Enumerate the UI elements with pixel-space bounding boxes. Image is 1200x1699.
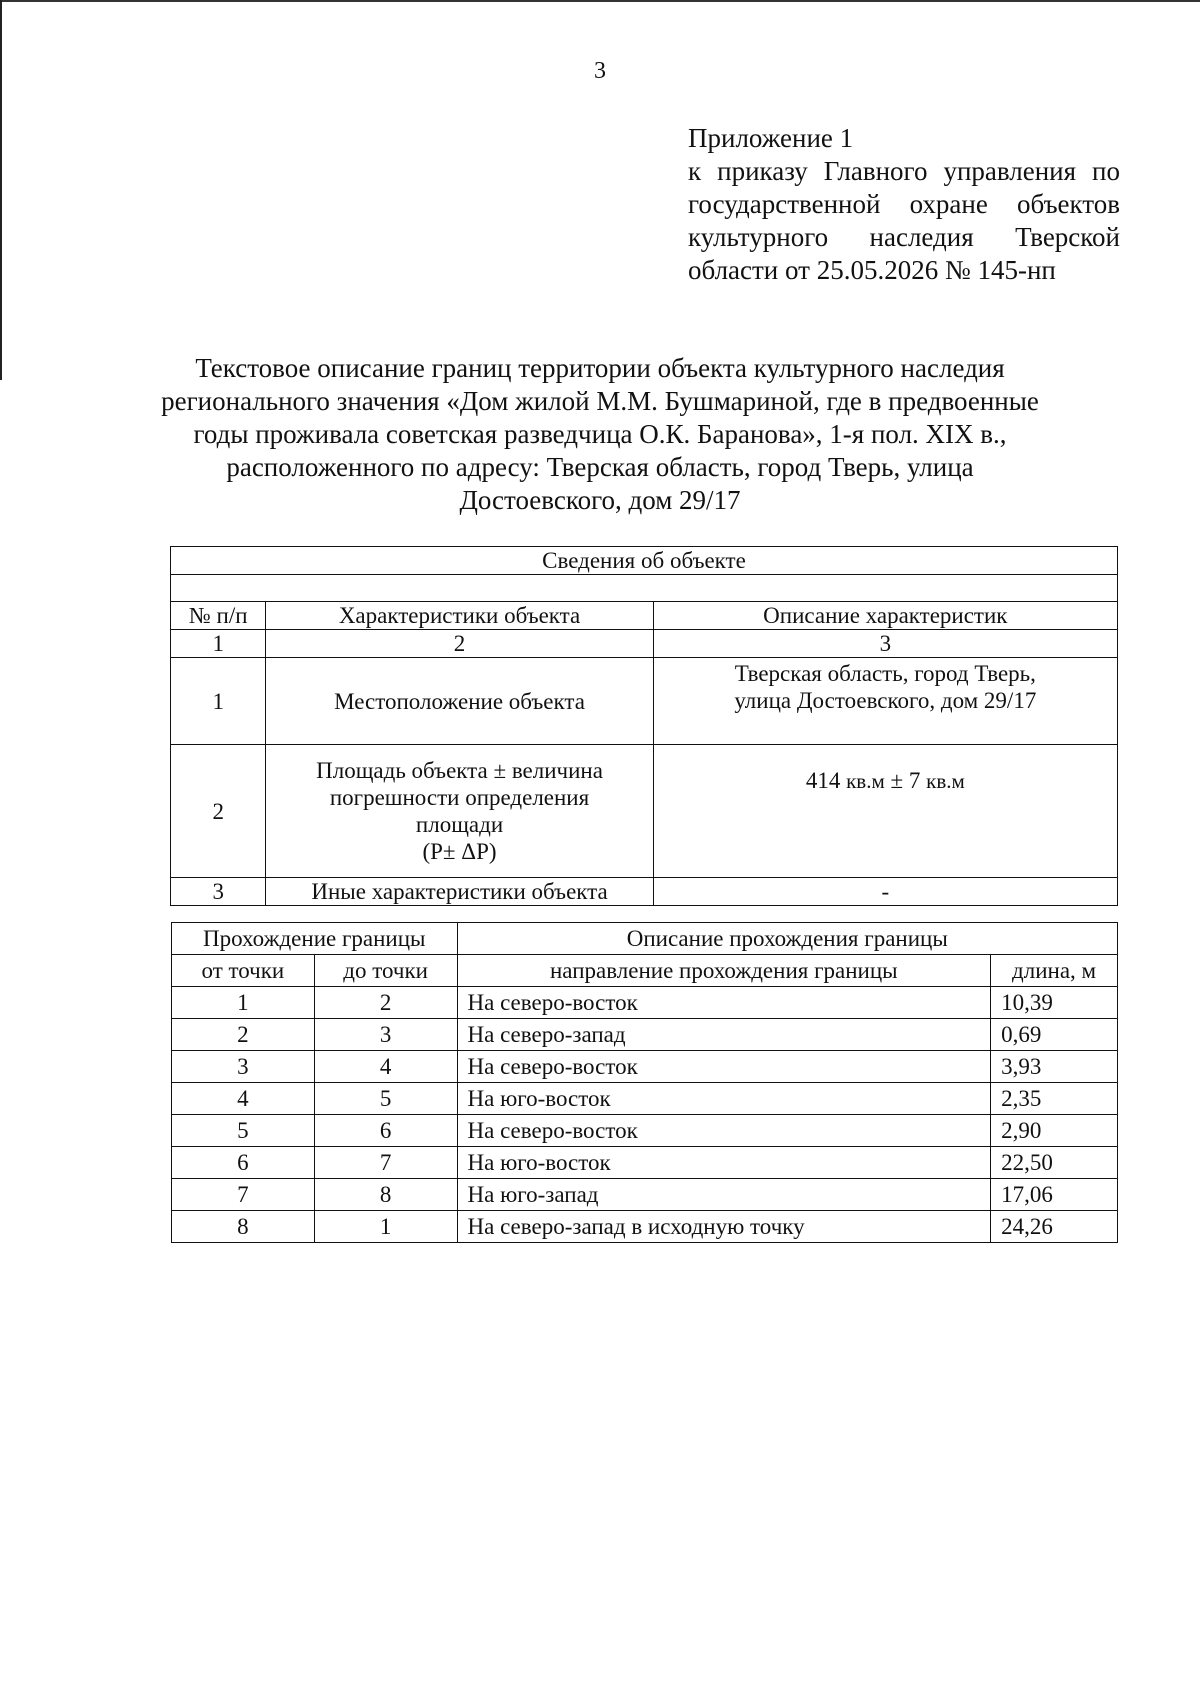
header-number: № п/п <box>171 602 266 630</box>
page-scan-edge-left <box>0 0 2 380</box>
appendix-line: к приказу Главного управления по <box>688 156 1120 186</box>
cell-line: Местоположение объекта <box>334 688 585 714</box>
title-line: годы проживала советская разведчица О.К. Баранова», 1-я пол. XIX в., <box>193 419 1007 449</box>
direction: На северо-восток <box>457 1051 991 1083</box>
table-row <box>172 1051 1118 1083</box>
table-row <box>171 878 1118 906</box>
length: 10,39 <box>991 987 1118 1019</box>
from-point: 8 <box>172 1211 315 1243</box>
direction: На юго-запад <box>457 1179 991 1211</box>
row-value <box>653 658 1117 745</box>
appendix-header <box>688 122 1120 287</box>
direction: На юго-восток <box>457 1083 991 1115</box>
to-point: 8 <box>314 1179 457 1211</box>
table-caption: Сведения об объекте <box>171 547 1118 575</box>
direction: На северо-восток <box>457 1115 991 1147</box>
table-header-row <box>172 923 1118 955</box>
direction: На юго-восток <box>457 1147 991 1179</box>
area-error-unit: кв.м <box>926 769 965 793</box>
table-row <box>171 745 1118 878</box>
header-boundary-passage: Прохождение границы <box>172 923 458 955</box>
table-caption-row <box>171 547 1118 575</box>
from-point: 2 <box>172 1019 315 1051</box>
header-length: длина, м <box>991 955 1118 987</box>
length: 0,69 <box>991 1019 1118 1051</box>
area-unit: кв.м <box>846 769 885 793</box>
cell-line: улица Достоевского, дом 29/17 <box>734 688 1037 713</box>
to-point: 7 <box>314 1147 457 1179</box>
table-header-row <box>171 602 1118 630</box>
table-row <box>172 1019 1118 1051</box>
to-point: 1 <box>314 1211 457 1243</box>
object-info-table <box>170 546 1118 906</box>
title-line: расположенного по адресу: Тверская область, город Тверь, улица <box>226 452 974 482</box>
appendix-line: государственной охране объектов <box>688 189 1120 219</box>
header-boundary-description: Описание прохождения границы <box>457 923 1118 955</box>
document-title <box>150 352 1050 517</box>
direction: На северо-запад <box>457 1019 991 1051</box>
to-point: 2 <box>314 987 457 1019</box>
page-number: 3 <box>594 58 606 84</box>
header-from-point: от точки <box>172 955 315 987</box>
table-row <box>172 1211 1118 1243</box>
title-line: регионального значения «Дом жилой М.М. Бушмариной, где в предвоенные <box>161 386 1039 416</box>
to-point: 6 <box>314 1115 457 1147</box>
cell-line: площади <box>415 812 504 837</box>
row-characteristic: Иные характеристики объекта <box>266 878 653 906</box>
length: 22,50 <box>991 1147 1118 1179</box>
appendix-line: Приложение 1 <box>688 123 854 153</box>
length: 3,93 <box>991 1051 1118 1083</box>
table-row <box>172 1083 1118 1115</box>
table-row <box>172 987 1118 1019</box>
from-point: 1 <box>172 987 315 1019</box>
table-blank-row <box>171 575 1118 602</box>
column-number: 2 <box>266 630 653 658</box>
boundary-table <box>171 922 1118 1243</box>
column-number: 3 <box>653 630 1117 658</box>
cell-line: Площадь объекта ± величина <box>316 758 603 783</box>
table-row <box>172 1147 1118 1179</box>
to-point: 5 <box>314 1083 457 1115</box>
from-point: 5 <box>172 1115 315 1147</box>
row-characteristic <box>266 745 653 878</box>
row-number: 2 <box>171 745 266 878</box>
direction: На северо-восток <box>457 987 991 1019</box>
column-number-row <box>171 630 1118 658</box>
appendix-line: области от 25.05.2026 № 145-нп <box>688 255 1056 285</box>
length: 2,90 <box>991 1115 1118 1147</box>
table-row <box>171 658 1118 745</box>
to-point: 4 <box>314 1051 457 1083</box>
row-value <box>653 745 1117 878</box>
from-point: 7 <box>172 1179 315 1211</box>
cell-line: Тверская область, город Тверь, <box>734 661 1036 686</box>
row-characteristic <box>266 658 653 745</box>
row-number: 3 <box>171 878 266 906</box>
from-point: 6 <box>172 1147 315 1179</box>
from-point: 3 <box>172 1051 315 1083</box>
column-number: 1 <box>171 630 266 658</box>
area-value: 414 <box>805 768 841 793</box>
direction: На северо-запад в исходную точку <box>457 1211 991 1243</box>
to-point: 3 <box>314 1019 457 1051</box>
page-scan-edge-top <box>0 0 1200 2</box>
header-description: Описание характеристик <box>653 602 1117 630</box>
header-characteristic: Характеристики объекта <box>266 602 653 630</box>
row-value: - <box>653 878 1117 906</box>
length: 24,26 <box>991 1211 1118 1243</box>
table-subheader-row <box>172 955 1118 987</box>
header-direction: направление прохождения границы <box>457 955 991 987</box>
table-row <box>172 1115 1118 1147</box>
header-to-point: до точки <box>314 955 457 987</box>
length: 17,06 <box>991 1179 1118 1211</box>
appendix-line: культурного наследия Тверской <box>688 222 1120 252</box>
length: 2,35 <box>991 1083 1118 1115</box>
table-blank-cell <box>171 575 1118 602</box>
title-line: Достоевского, дом 29/17 <box>459 485 741 515</box>
table-row <box>172 1179 1118 1211</box>
row-number: 1 <box>171 658 266 745</box>
cell-line: (P± ΔP) <box>422 839 497 864</box>
from-point: 4 <box>172 1083 315 1115</box>
area-error: ± 7 <box>890 768 921 793</box>
cell-line: погрешности определения <box>329 785 590 810</box>
title-line: Текстовое описание границ территории объекта культурного наследия <box>195 353 1005 383</box>
